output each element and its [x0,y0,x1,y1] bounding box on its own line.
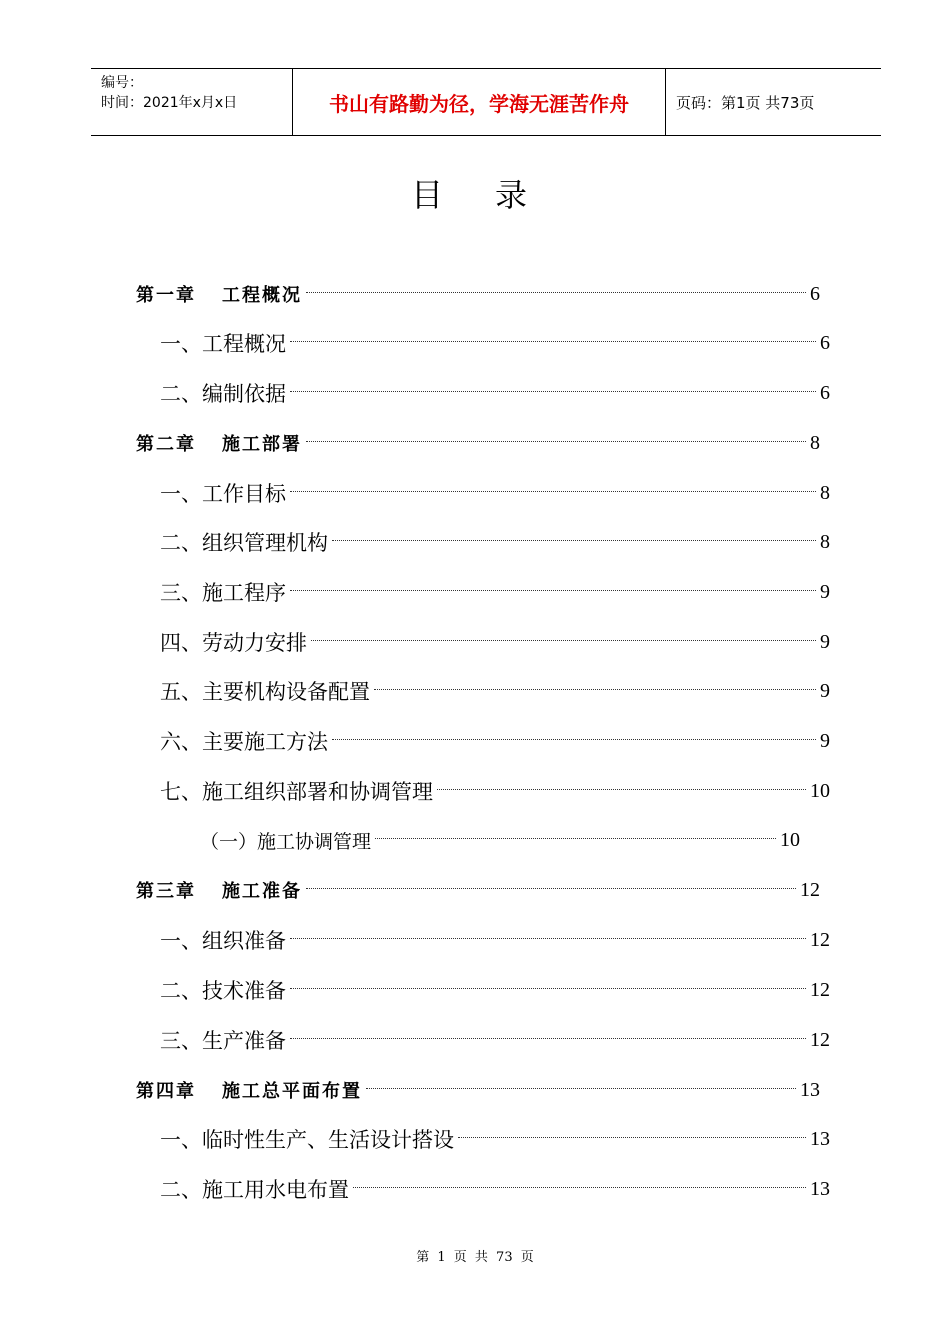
header-motto: 书山有路勤为径，学海无涯苦作舟 [329,91,629,116]
toc-chapter-number: 第一章 [136,285,196,306]
toc-dot-leader [306,888,796,889]
toc-dot-leader [375,838,776,839]
toc-dot-leader [290,1038,806,1039]
toc-dot-leader [306,292,806,293]
toc-entry-label: 三、生产准备 [160,1029,286,1053]
toc-dot-leader [366,1088,796,1089]
toc-section-entry[interactable] [160,328,830,358]
toc-page-number: 10 [810,779,830,802]
toc-section-entry[interactable] [160,527,830,557]
toc-section-entry[interactable] [160,378,830,408]
toc-chapter-number: 第三章 [136,881,196,902]
toc-page-number: 8 [810,431,820,454]
toc-entry-label [136,281,302,307]
toc-section-entry[interactable] [160,925,830,955]
toc-page-number: 9 [820,630,830,653]
toc-section-entry[interactable] [160,726,830,756]
toc-section-entry[interactable] [160,975,830,1005]
toc-page-number: 12 [800,878,820,901]
toc-dot-leader [353,1187,806,1188]
page-title: 目录 [410,176,579,214]
toc-entry-label: 三、施工程序 [160,581,286,605]
toc-page-number: 12 [810,928,830,951]
toc-dot-leader [311,640,816,641]
toc-page-number: 6 [820,381,830,404]
toc-entry-label [136,1077,362,1103]
header-motto-cell [293,69,666,135]
toc-page-number: 13 [800,1078,820,1101]
toc-page-number: 8 [820,530,830,553]
toc-dot-leader [332,739,816,740]
toc-chapter-entry[interactable] [136,1075,820,1105]
toc-page-number: 6 [810,282,820,305]
toc-chapter-title: 施工准备 [222,881,302,902]
toc-chapter-entry[interactable] [136,428,820,458]
toc-entry-label: 一、工程概况 [160,332,286,356]
toc-entry-label: 一、临时性生产、生活设计搭设 [160,1128,454,1152]
toc-entry-label: （一）施工协调管理 [200,830,372,853]
toc-entry-label: 一、工作目标 [160,482,286,506]
toc-chapter-number: 第二章 [136,434,196,455]
toc-section-entry[interactable] [160,776,830,806]
toc-dot-leader [332,540,816,541]
header-meta [91,69,293,135]
toc-chapter-number: 第四章 [136,1081,196,1102]
toc-entry-label: 七、施工组织部署和协调管理 [160,780,433,804]
toc-page-number: 9 [820,729,830,752]
toc-dot-leader [290,341,816,342]
toc-entry-label: 二、技术准备 [160,979,286,1003]
toc-dot-leader [437,789,806,790]
toc-dot-leader [306,441,806,442]
toc-entry-label: 二、编制依据 [160,382,286,406]
toc-section-entry[interactable] [160,1025,830,1055]
toc-section-entry[interactable] [160,627,830,657]
header-page-label: 页码：第1页 共73页 [676,93,815,112]
toc-entry-label: 二、组织管理机构 [160,531,328,555]
toc-entry-label: 六、主要施工方法 [160,730,328,754]
toc-page-number: 6 [820,331,830,354]
toc-entry-label: 五、主要机构设备配置 [160,680,370,704]
toc-dot-leader [290,988,806,989]
toc-section-entry[interactable] [160,577,830,607]
toc-page-number: 12 [810,1028,830,1051]
document-header [91,68,881,136]
toc-page-number: 13 [810,1127,830,1150]
toc-chapter-entry[interactable] [136,279,820,309]
document-number-label: 编号： [101,75,143,91]
toc-subsection-entry[interactable] [200,825,800,855]
toc-dot-leader [374,689,816,690]
toc-entry-label: 一、组织准备 [160,929,286,953]
toc-entry-label: 二、施工用水电布置 [160,1178,349,1202]
toc-chapter-entry[interactable] [136,875,820,905]
toc-page-number: 9 [820,679,830,702]
toc-page-number: 10 [780,828,800,851]
toc-page-number: 13 [810,1177,830,1200]
toc-section-entry[interactable] [160,676,830,706]
toc-page-number: 8 [820,481,830,504]
toc-page-number: 12 [810,978,830,1001]
toc-chapter-title: 施工总平面布置 [222,1081,362,1102]
toc-dot-leader [290,491,816,492]
toc-section-entry[interactable] [160,478,830,508]
toc-dot-leader [458,1137,806,1138]
toc-entry-label [136,430,302,456]
toc-page-number: 9 [820,580,830,603]
document-time-label: 时间：2021年x月x日 [101,95,238,111]
page-footer: 第 1 页 共 73 页 [416,1250,534,1265]
toc-entry-label [136,877,302,903]
toc-dot-leader [290,590,816,591]
toc-chapter-title: 施工部署 [222,434,302,455]
toc-chapter-title: 工程概况 [222,285,302,306]
toc-entry-label: 四、劳动力安排 [160,631,307,655]
toc-dot-leader [290,938,806,939]
toc-section-entry[interactable] [160,1174,830,1204]
toc-dot-leader [290,391,816,392]
toc-section-entry[interactable] [160,1124,830,1154]
